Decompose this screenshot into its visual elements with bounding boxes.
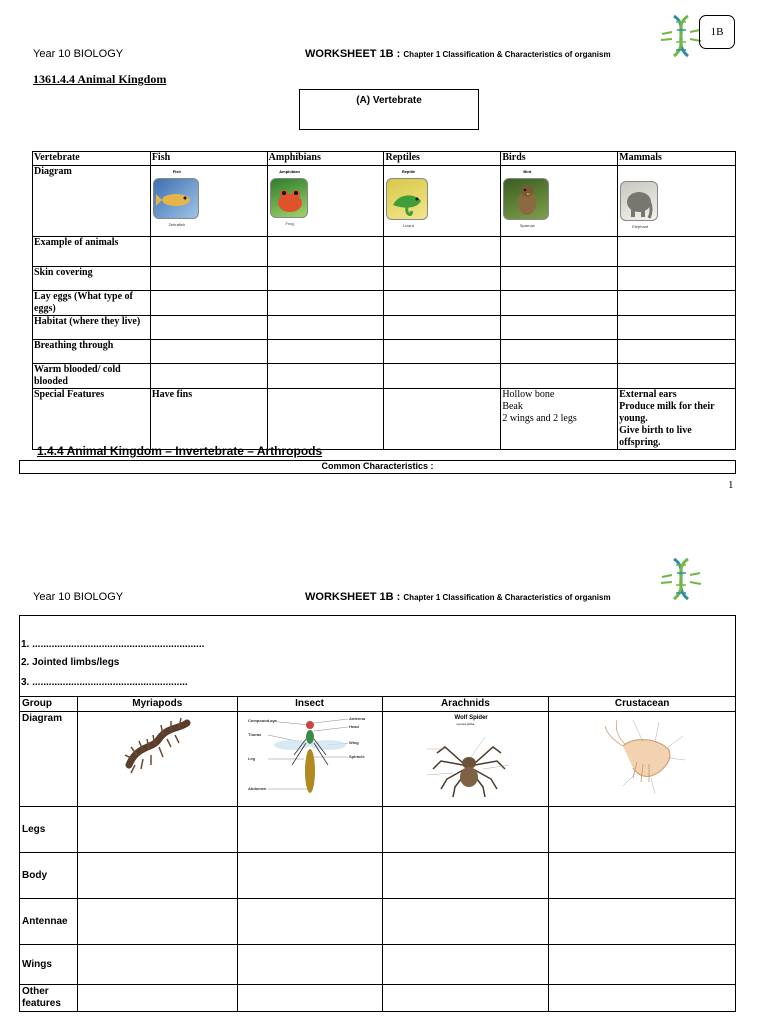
answer-cell[interactable]	[549, 853, 736, 899]
col-header: Myriapods	[77, 697, 237, 712]
answer-cell[interactable]	[267, 237, 384, 267]
insect-image	[248, 715, 368, 801]
answer-cell[interactable]	[267, 291, 384, 316]
diagram-caption-title: Reptile	[401, 169, 416, 174]
fish-special-features: Have fins	[150, 389, 267, 450]
diagram-caption-title: Fish	[172, 169, 181, 174]
feature-line: 2 wings and 2 legs	[502, 413, 577, 424]
answer-cell[interactable]	[501, 340, 618, 364]
col-header: Arachnids	[382, 697, 549, 712]
answer-cell[interactable]	[150, 291, 267, 316]
spider-diagram-subtitle: Lycosa gibba	[456, 722, 475, 726]
diagram-caption: Frog	[285, 221, 294, 226]
crustacean-diagram-cell	[549, 712, 736, 807]
bird-special-features	[501, 389, 618, 450]
table-row	[33, 364, 736, 389]
answer-cell[interactable]	[618, 316, 736, 340]
vertebrate-box: (A) Vertebrate	[299, 89, 479, 130]
table-header-row	[33, 152, 736, 166]
spider-image	[419, 713, 519, 799]
row-label: Other features	[20, 985, 78, 1012]
answer-cell[interactable]	[77, 945, 237, 985]
feature-line: Produce milk for their young.	[619, 401, 715, 424]
centipede-image	[123, 715, 193, 779]
table-row	[33, 340, 736, 364]
insect-diagram-cell	[237, 712, 382, 807]
svg-text:Spiracle: Spiracle	[348, 754, 365, 759]
answer-cell[interactable]	[150, 316, 267, 340]
answer-cell[interactable]	[150, 340, 267, 364]
answer-cell[interactable]	[501, 364, 618, 389]
answer-cell[interactable]	[267, 364, 384, 389]
myriapod-diagram-cell	[77, 712, 237, 807]
bird-diagram-cell	[501, 166, 618, 237]
answer-cell[interactable]	[237, 807, 382, 853]
special-features-row	[33, 389, 736, 450]
answer-cell[interactable]	[501, 267, 618, 291]
row-label: Wings	[20, 945, 78, 985]
answer-cell[interactable]	[618, 364, 736, 389]
answer-cell[interactable]	[237, 899, 382, 945]
row-label: Example of animals	[33, 237, 151, 267]
answer-cell[interactable]	[382, 807, 549, 853]
amphibian-diagram-cell	[267, 166, 384, 237]
row-label: Skin covering	[33, 267, 151, 291]
table-row	[33, 237, 736, 267]
table-row	[20, 899, 736, 945]
answer-cell[interactable]	[501, 291, 618, 316]
dna-logo-icon	[660, 14, 702, 58]
answer-cell[interactable]	[267, 316, 384, 340]
answer-cell[interactable]	[150, 364, 267, 389]
answer-cell[interactable]	[237, 853, 382, 899]
table-row	[33, 267, 736, 291]
col-header: Reptiles	[384, 152, 501, 166]
answer-cell[interactable]	[237, 945, 382, 985]
answer-cell[interactable]	[618, 340, 736, 364]
common-characteristics-bar: Common Characteristics :	[19, 460, 736, 474]
table-row	[33, 291, 736, 316]
answer-cell[interactable]	[150, 237, 267, 267]
arachnid-diagram-cell	[382, 712, 549, 807]
table-row	[20, 853, 736, 899]
feature-line: Give birth to live offspring.	[619, 425, 692, 448]
answer-cell[interactable]	[384, 364, 501, 389]
diagram-caption: Zebrafish	[168, 222, 186, 227]
frog-image	[270, 178, 308, 218]
answer-cell[interactable]	[618, 237, 736, 267]
svg-text:Compound eye: Compound eye	[247, 718, 277, 723]
table-row	[20, 807, 736, 853]
shrimp-image	[603, 716, 693, 800]
fish-image	[153, 178, 199, 219]
svg-text:Wing: Wing	[348, 740, 359, 745]
answer-cell[interactable]	[384, 316, 501, 340]
row-label: Diagram	[33, 166, 151, 237]
diagram-row	[20, 712, 736, 807]
sparrow-image	[503, 178, 549, 220]
arthropods-section-title: 1.4.4 Animal Kingdom – Invertebrate – Arthropods	[37, 444, 323, 458]
answer-cell[interactable]	[382, 945, 549, 985]
answer-cell[interactable]	[501, 237, 618, 267]
diagram-caption: Elephant	[632, 224, 649, 229]
answer-cell[interactable]	[549, 945, 736, 985]
row-label: Special Features	[33, 389, 151, 450]
svg-text:Abdomen: Abdomen	[247, 786, 267, 791]
page2-worksheet-title	[305, 591, 611, 603]
col-header: Fish	[150, 152, 267, 166]
col-header: Amphibians	[267, 152, 384, 166]
arthropod-table	[19, 696, 736, 1012]
diagram-caption-title: Amphibian	[279, 169, 300, 174]
page1-worksheet-title	[305, 48, 611, 60]
answer-cell[interactable]	[382, 853, 549, 899]
answer-cell[interactable]	[77, 985, 237, 1012]
table-row	[20, 945, 736, 985]
answer-cell[interactable]	[267, 389, 384, 450]
answer-cell[interactable]	[384, 340, 501, 364]
page1-course-label: Year 10 BIOLOGY	[33, 48, 124, 60]
feature-line: External ears	[619, 389, 677, 400]
lizard-image	[386, 178, 428, 220]
row-label: Warm blooded/ cold blooded	[33, 364, 151, 389]
vertebrate-table	[32, 151, 736, 450]
feature-line: Hollow bone	[502, 389, 555, 400]
row-label: Diagram	[20, 712, 78, 807]
worksheet-label: WORKSHEET 1B :	[305, 48, 404, 60]
characteristic-item-1[interactable]: 1. ..............................................................	[21, 639, 205, 650]
answer-cell[interactable]	[77, 807, 237, 853]
answer-cell[interactable]	[384, 389, 501, 450]
answer-cell[interactable]	[549, 807, 736, 853]
answer-cell[interactable]	[267, 267, 384, 291]
col-header: Mammals	[618, 152, 736, 166]
diagram-caption: Sparrow	[519, 223, 535, 228]
row-label: Habitat (where they live)	[33, 316, 151, 340]
answer-cell[interactable]	[382, 985, 549, 1012]
dna-logo-icon	[660, 557, 702, 601]
feature-line: Beak	[502, 401, 523, 412]
svg-text:Head: Head	[348, 724, 359, 729]
answer-cell[interactable]	[382, 899, 549, 945]
diagram-caption: Lizard	[403, 223, 414, 228]
row-label: Legs	[20, 807, 78, 853]
row-label: Antennae	[20, 899, 78, 945]
svg-text:Antenna: Antenna	[348, 716, 365, 721]
worksheet-label: WORKSHEET 1B :	[305, 591, 404, 603]
answer-cell[interactable]	[549, 985, 736, 1012]
answer-cell[interactable]	[77, 899, 237, 945]
elephant-image	[620, 181, 658, 221]
answer-cell[interactable]	[267, 340, 384, 364]
table-row	[20, 985, 736, 1012]
spider-diagram-title: Wolf Spider	[454, 715, 488, 721]
answer-cell[interactable]	[150, 267, 267, 291]
worksheet-chapter: Chapter 1 Classification & Characteristics of organism	[403, 593, 611, 602]
svg-text:Thorax: Thorax	[247, 732, 261, 737]
answer-cell[interactable]	[618, 267, 736, 291]
worksheet-chapter: Chapter 1 Classification & Characteristics of organism	[403, 50, 611, 59]
diagram-row	[33, 166, 736, 237]
characteristic-item-3[interactable]: 3. ........................................................	[21, 677, 188, 688]
answer-cell[interactable]	[77, 853, 237, 899]
answer-cell[interactable]	[501, 316, 618, 340]
answer-cell[interactable]	[384, 237, 501, 267]
col-header: Insect	[237, 697, 382, 712]
row-label: Lay eggs (What type of eggs)	[33, 291, 151, 316]
mammal-diagram-cell	[618, 166, 736, 237]
col-header: Group	[20, 697, 78, 712]
answer-cell[interactable]	[618, 291, 736, 316]
svg-text:Leg: Leg	[247, 756, 255, 761]
answer-cell[interactable]	[237, 985, 382, 1012]
table-header-row	[20, 697, 736, 712]
characteristics-list-box	[19, 615, 736, 696]
col-header: Birds	[501, 152, 618, 166]
reptile-diagram-cell	[384, 166, 501, 237]
answer-cell[interactable]	[384, 291, 501, 316]
worksheet-badge: 1B	[699, 15, 735, 49]
page1-title: 1361.4.4 Animal Kingdom	[33, 72, 167, 86]
fish-diagram-cell	[150, 166, 267, 237]
characteristic-item-2: 2. Jointed limbs/legs	[21, 657, 120, 668]
page2-course-label: Year 10 BIOLOGY	[33, 591, 124, 603]
answer-cell[interactable]	[384, 267, 501, 291]
row-label: Body	[20, 853, 78, 899]
page-number: 1	[728, 479, 734, 491]
row-label: Breathing through	[33, 340, 151, 364]
table-row	[33, 316, 736, 340]
answer-cell[interactable]	[549, 899, 736, 945]
col-header: Vertebrate	[33, 152, 151, 166]
diagram-caption-title: Bird	[523, 169, 532, 174]
mammal-special-features	[618, 389, 736, 450]
col-header: Crustacean	[549, 697, 736, 712]
